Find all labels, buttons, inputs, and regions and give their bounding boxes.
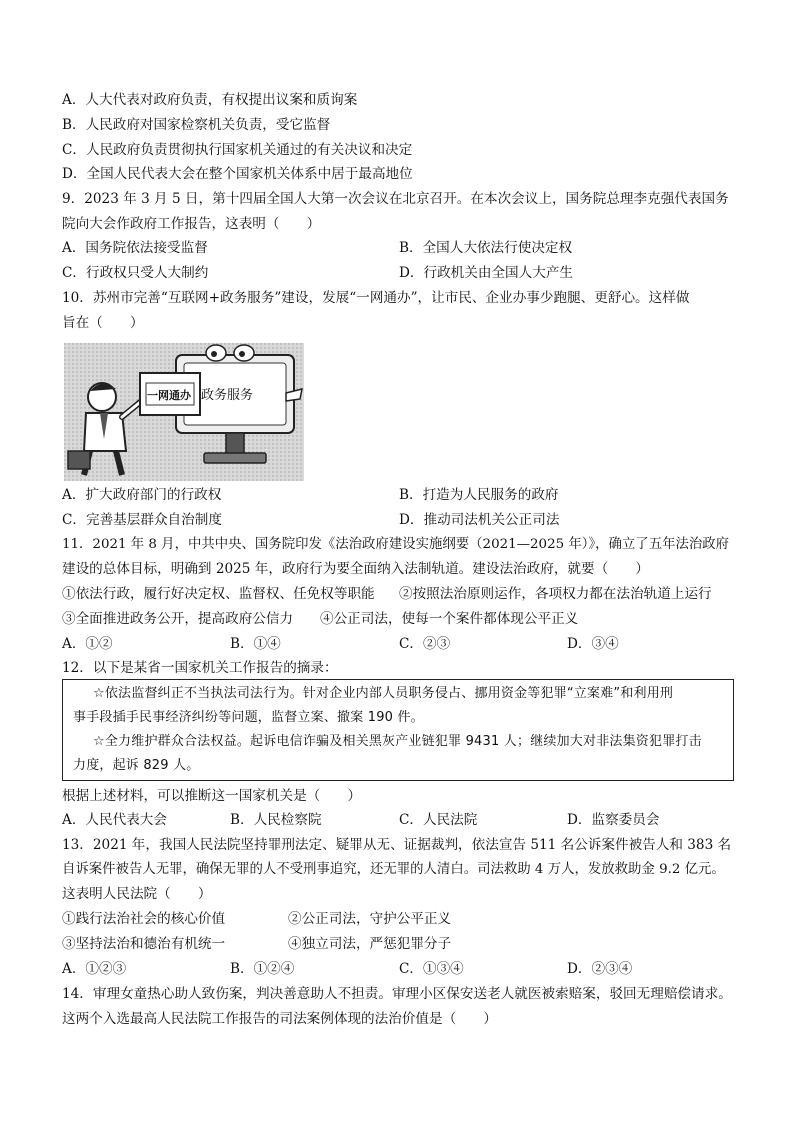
q10-option-c: C．完善基层群众自治制度: [62, 512, 222, 528]
q12-option-b: B．人民检察院: [230, 812, 322, 828]
q8-option-d: D．全国人民代表大会在整个国家机关体系中居于最高地位: [62, 166, 413, 182]
q8-option-c: C．人民政府负责贯彻执行国家机关通过的有关决议和决定: [62, 142, 413, 158]
q14-stem-line2: 这两个入选最高人民法院工作报告的司法案例体现的法治价值是（ ）: [62, 1011, 497, 1027]
q11-stem-line2: 建设的总体目标，明确到 2025 年，政府行为要全面纳入法制轨道。建设法治政府，就要（ ）: [62, 561, 649, 577]
q13-item-1: ①践行法治社会的核心价值: [62, 911, 226, 927]
q13-stem-line3: 这表明人民法院（ ）: [62, 886, 212, 902]
q8-option-b: B．人民政府对国家检察机关负责，受它监督: [62, 117, 331, 133]
q9-option-c: C．行政权只受人大制约: [62, 265, 209, 281]
q13-stem-line2: 自诉案件被告人无罪，确保无罪的人不受刑事追究，还无罪的人清白。司法救助 4 万人，发放救助金 9.2 亿元。: [62, 862, 725, 877]
q11-stem-line1: 11．2021 年 8 月，中共中央、国务院印发《法治政府建设实施纲要（2021—2025 年）》，确立了五年法治政府: [62, 537, 730, 552]
q9-stem-line1: 9．2023 年 3 月 5 日，第十四届全国人大第一次会议在北京召开。在本次会议上，国务院总理李克强代表国务: [62, 191, 729, 207]
q11-item-2: ②按照法治原则运作，各项权力都在法治轨道上运行: [399, 586, 712, 602]
q11-option-b: B．①④: [230, 636, 281, 652]
q10-option-a: A．扩大政府部门的行政权: [62, 487, 222, 503]
q12-option-a: A．人民代表大会: [62, 812, 167, 828]
q10-option-b: B．打造为人民服务的政府: [399, 487, 559, 503]
q11-item-1: ①依法行政，履行好决定权、监督权、任免权等职能: [62, 586, 375, 602]
q11-option-d: D．③④: [567, 636, 619, 652]
q10-option-d: D．推动司法机关公正司法: [399, 512, 560, 528]
q9-option-a: A．国务院依法接受监督: [62, 240, 208, 256]
excerpt-line3: ☆全力维护群众合法权益。起诉电信诈骗及相关黑灰产业链犯罪 9431 人；继续加大对非法集资犯罪打击: [93, 734, 702, 749]
q10-stem-line1: 10．苏州市完善“互联网+政务服务”建设，发展“一网通办”，让市民、企业办事少跑腿、更舒心。这样做: [62, 290, 690, 306]
q9-stem-line2: 院向大会作政府工作报告，这表明（ ）: [62, 216, 321, 232]
q12-question: 根据上述材料，可以推断这一国家机关是（ ）: [62, 788, 362, 804]
excerpt-line4: 力度，起诉 829 人。: [73, 758, 200, 773]
q9-option-b: B．全国人大依法行使决定权: [399, 240, 573, 256]
q13-option-d: D．②③④: [567, 961, 633, 977]
q13-item-3: ③坚持法治和德治有机统一: [62, 936, 226, 952]
q8-option-a: A．人大代表对政府负责，有权提出议案和质询案: [62, 92, 358, 108]
q11-item-4: ④公正司法，使每一个案件都体现公平正义: [320, 611, 579, 627]
q9-option-d: D．行政机关由全国人大产生: [399, 265, 574, 281]
q13-option-a: A．①②③: [62, 961, 127, 977]
q12-option-d: D．监察委员会: [567, 812, 660, 828]
q12-option-c: C．人民法院: [399, 812, 478, 828]
q12-stem: 12．以下是某省一国家机关工作报告的摘录：: [62, 660, 338, 676]
screen-text: 政务服务: [201, 388, 254, 403]
q13-item-4: ④独立司法，严惩犯罪分子: [288, 936, 452, 952]
q14-stem-line1: 14．审理女童热心助人致伤案，判决善意助人不担责。审理小区保安送老人就医被索赔案，驳回无理赔偿请求。: [62, 986, 732, 1002]
excerpt-line1: ☆依法监督纠正不当执法司法行为。针对企业内部人员职务侵占、挪用资金等犯罪“立案难”和利用刑: [93, 686, 674, 701]
q11-option-c: C．②③: [399, 636, 451, 652]
q11-option-a: A．①②: [62, 636, 113, 652]
q13-item-2: ②公正司法，守护公平正义: [288, 911, 452, 927]
q13-option-b: B．①②④: [230, 961, 295, 977]
q10-stem-line2: 旨在（ ）: [62, 315, 144, 331]
excerpt-line2: 事手段插手民事经济纠纷等问题，监督立案、撤案 190 件。: [73, 710, 424, 725]
q11-item-3: ③全面推进政务公开，提高政府公信力: [62, 611, 294, 627]
q10-illustration: [64, 343, 304, 481]
q13-stem-line1: 13．2021 年，我国人民法院坚持罪刑法定、疑罪从无、证据裁判，依法宣告 511 名公诉案件被告人和 383 名: [62, 837, 732, 853]
q13-option-c: C．①③④: [399, 961, 464, 977]
sign-text: 一网通办: [147, 389, 191, 402]
cartoon-image: [64, 343, 304, 481]
q12-excerpt-box: [62, 679, 734, 781]
